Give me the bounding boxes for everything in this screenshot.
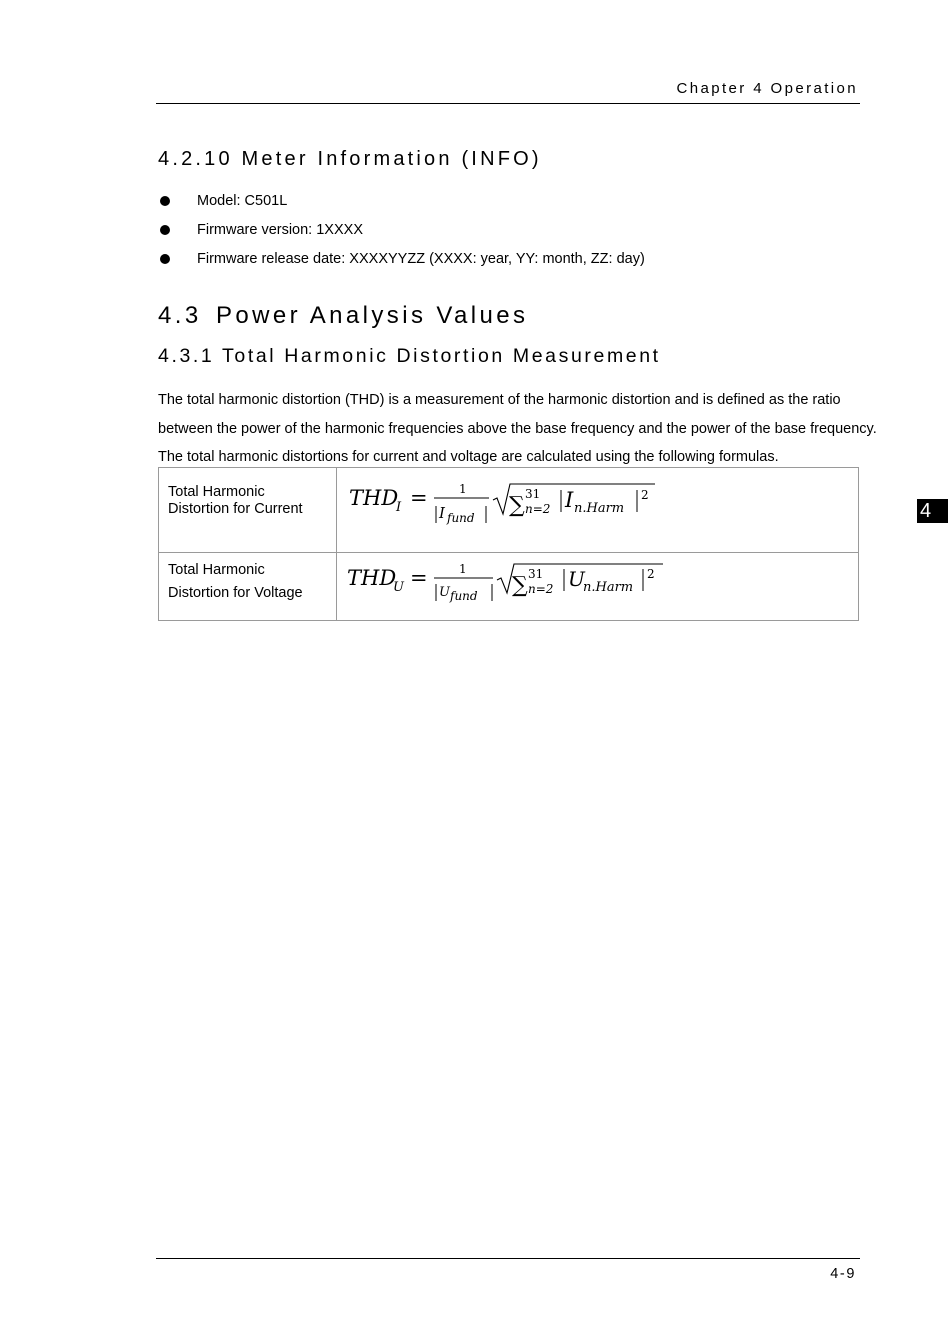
table-row [159, 553, 859, 621]
formula-label-cell [159, 553, 337, 621]
denominator-main: I [439, 504, 445, 522]
label-line: Distortion for Voltage [168, 585, 303, 601]
list-item-text: Firmware release date: XXXXYYZZ (XXXX: year, YY: month, ZZ: day) [197, 251, 645, 267]
thd-formula-table [158, 467, 859, 621]
formula-cell [337, 553, 859, 621]
paragraph-line: The total harmonic distortions for current and voltage are calculated using the following formulas. [158, 449, 779, 465]
bullet-icon [160, 225, 170, 235]
formula-subscript: U [393, 580, 404, 595]
fraction-numerator: 1 [459, 482, 467, 496]
chapter-header: Chapter 4 Operation [676, 80, 858, 97]
label-line: Distortion for Current [168, 501, 303, 517]
thd-voltage-formula [337, 553, 877, 614]
bullet-icon [160, 196, 170, 206]
sum-upper-limit: 31 [525, 487, 541, 501]
section-heading-meter-info: 4.2.10 Meter Information (INFO) [158, 148, 542, 170]
thd-description [158, 386, 878, 472]
term-subscript: n.Harm [574, 501, 625, 516]
term-main: I [565, 488, 574, 512]
fraction-numerator: 1 [459, 562, 467, 576]
subsection-heading-thd: 4.3.1 Total Harmonic Distortion Measurement [158, 345, 661, 367]
sum-upper-limit: 31 [528, 567, 544, 581]
equals-sign: = [410, 566, 428, 590]
list-item-text: Firmware version: 1XXXX [197, 222, 363, 238]
label-line: Total Harmonic [168, 484, 265, 500]
thd-current-formula [337, 468, 877, 536]
page-number: 4-9 [830, 1266, 856, 1282]
summation-icon: ∑ [509, 493, 525, 518]
paragraph-line: The total harmonic distortion (THD) is a measurement of the harmonic distortion and is defined as the ratio [158, 392, 841, 408]
footer-rule [156, 1258, 860, 1259]
formula-label-cell [159, 468, 337, 553]
sum-lower-limit: n=2 [525, 502, 551, 516]
exponent: 2 [641, 488, 649, 502]
equals-sign: = [410, 486, 428, 510]
formula-symbol: THD [347, 566, 397, 590]
list-item-text: Model: C501L [197, 193, 288, 209]
denominator-subscript: fund [447, 511, 475, 525]
label-line: Total Harmonic [168, 562, 265, 578]
header-rule [156, 103, 860, 104]
denominator-main: U [439, 585, 450, 600]
term-subscript: n.Harm [583, 580, 634, 595]
svg-text:THD [349, 486, 398, 510]
summation-icon: ∑ [512, 573, 528, 598]
section-number: 4.3 [158, 302, 202, 329]
formula-symbol: THD [349, 486, 399, 510]
section-heading-power-analysis [158, 302, 528, 330]
paragraph-line: between the power of the harmonic frequencies above the base frequency and the power of the base frequency. [158, 420, 877, 437]
exponent: 2 [647, 567, 655, 581]
formula-cell [337, 468, 859, 553]
section-title: Power Analysis Values [216, 302, 529, 329]
term-main: U [568, 567, 585, 591]
bullet-icon [160, 254, 170, 264]
table-row [159, 468, 859, 553]
sum-lower-limit: n=2 [528, 582, 554, 596]
chapter-tab-marker: 4 [917, 499, 948, 523]
formula-subscript: I [396, 500, 402, 515]
denominator-subscript: fund [450, 589, 478, 603]
